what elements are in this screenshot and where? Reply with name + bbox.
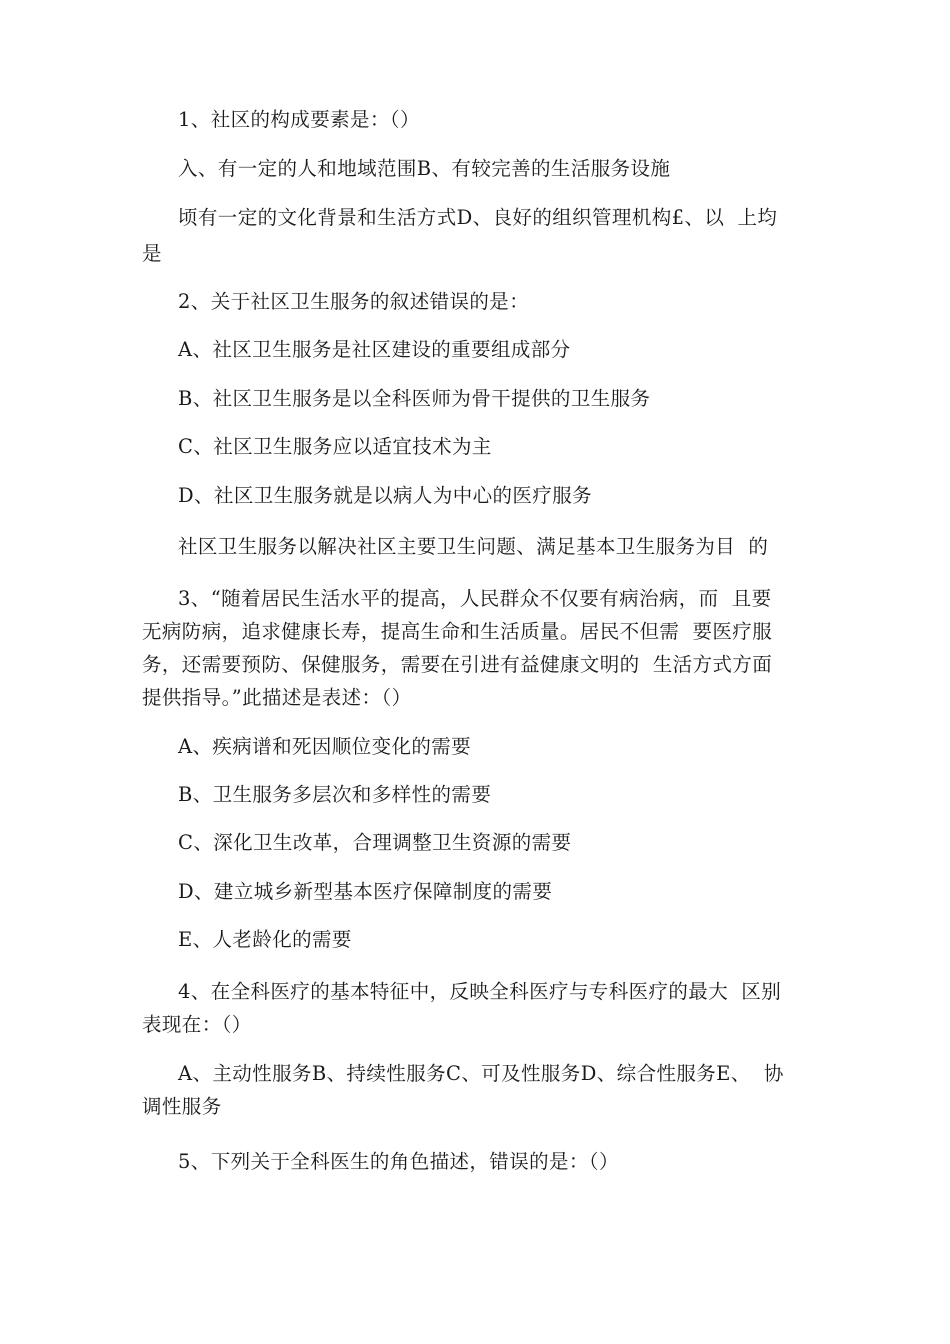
q4-stem-line2: 表现在：（）	[142, 1013, 252, 1036]
q2-option-a: A、社区卫生服务是社区建设的重要组成部分	[178, 338, 571, 361]
q3-option-c: C、深化卫生改革，合理调整卫生资源的需要	[178, 831, 572, 854]
q3-stem-line3: 务，还需要预防、保健服务，需要在引进有益健康文明的 生活方式方面	[142, 653, 773, 676]
q3-stem-line2: 无病防病，追求健康长寿，提高生命和生活质量。居民不但需 要医疗服	[142, 620, 773, 643]
q3-option-d: D、建立城乡新型基本医疗保障制度的需要	[178, 880, 553, 903]
q4-options-line1: A、主动性服务B、持续性服务C、可及性服务D、综合性服务E、 协	[178, 1062, 784, 1085]
q2-option-c: C、社区卫生服务应以适宜技术为主	[178, 435, 492, 458]
q4-options-line2: 调性服务	[142, 1095, 222, 1118]
q1-stem: 1、社区的构成要素是：（）	[178, 108, 420, 131]
q3-stem-line4: 提供指导。”此描述是表述：（）	[142, 686, 412, 709]
q2-option-d: D、社区卫生服务就是以病人为中心的医疗服务	[178, 484, 593, 507]
q2-explanation: 社区卫生服务以解决社区主要卫生问题、满足基本卫生服务为目 的	[178, 535, 769, 558]
q3-option-a: A、疾病谱和死因顺位变化的需要	[178, 735, 472, 758]
q4-stem-line1: 4、在全科医疗的基本特征中，反映全科医疗与专科医疗的最大 区别	[178, 980, 782, 1003]
q3-option-b: B、卫生服务多层次和多样性的需要	[178, 783, 492, 806]
q1-options-row1: 入、有一定的人和地域范围B、有较完善的生活服务设施	[178, 157, 671, 180]
q1-options-row2-cont: 是	[142, 242, 162, 265]
q2-option-b: B、社区卫生服务是以全科医师为骨干提供的卫生服务	[178, 387, 651, 410]
q1-options-row2: 顷有一定的文化背景和生活方式D、良好的组织管理机构£、以 上均	[178, 206, 778, 229]
q2-stem: 2、关于社区卫生服务的叙述错误的是：	[178, 290, 530, 313]
q3-stem-line1: 3、“随着居民生活水平的提高，人民群众不仅要有病治病，而 且要	[178, 587, 772, 610]
q3-option-e: E、人老龄化的需要	[178, 928, 352, 951]
q5-stem: 5、下列关于全科医生的角色描述，错误的是：（）	[178, 1150, 619, 1173]
